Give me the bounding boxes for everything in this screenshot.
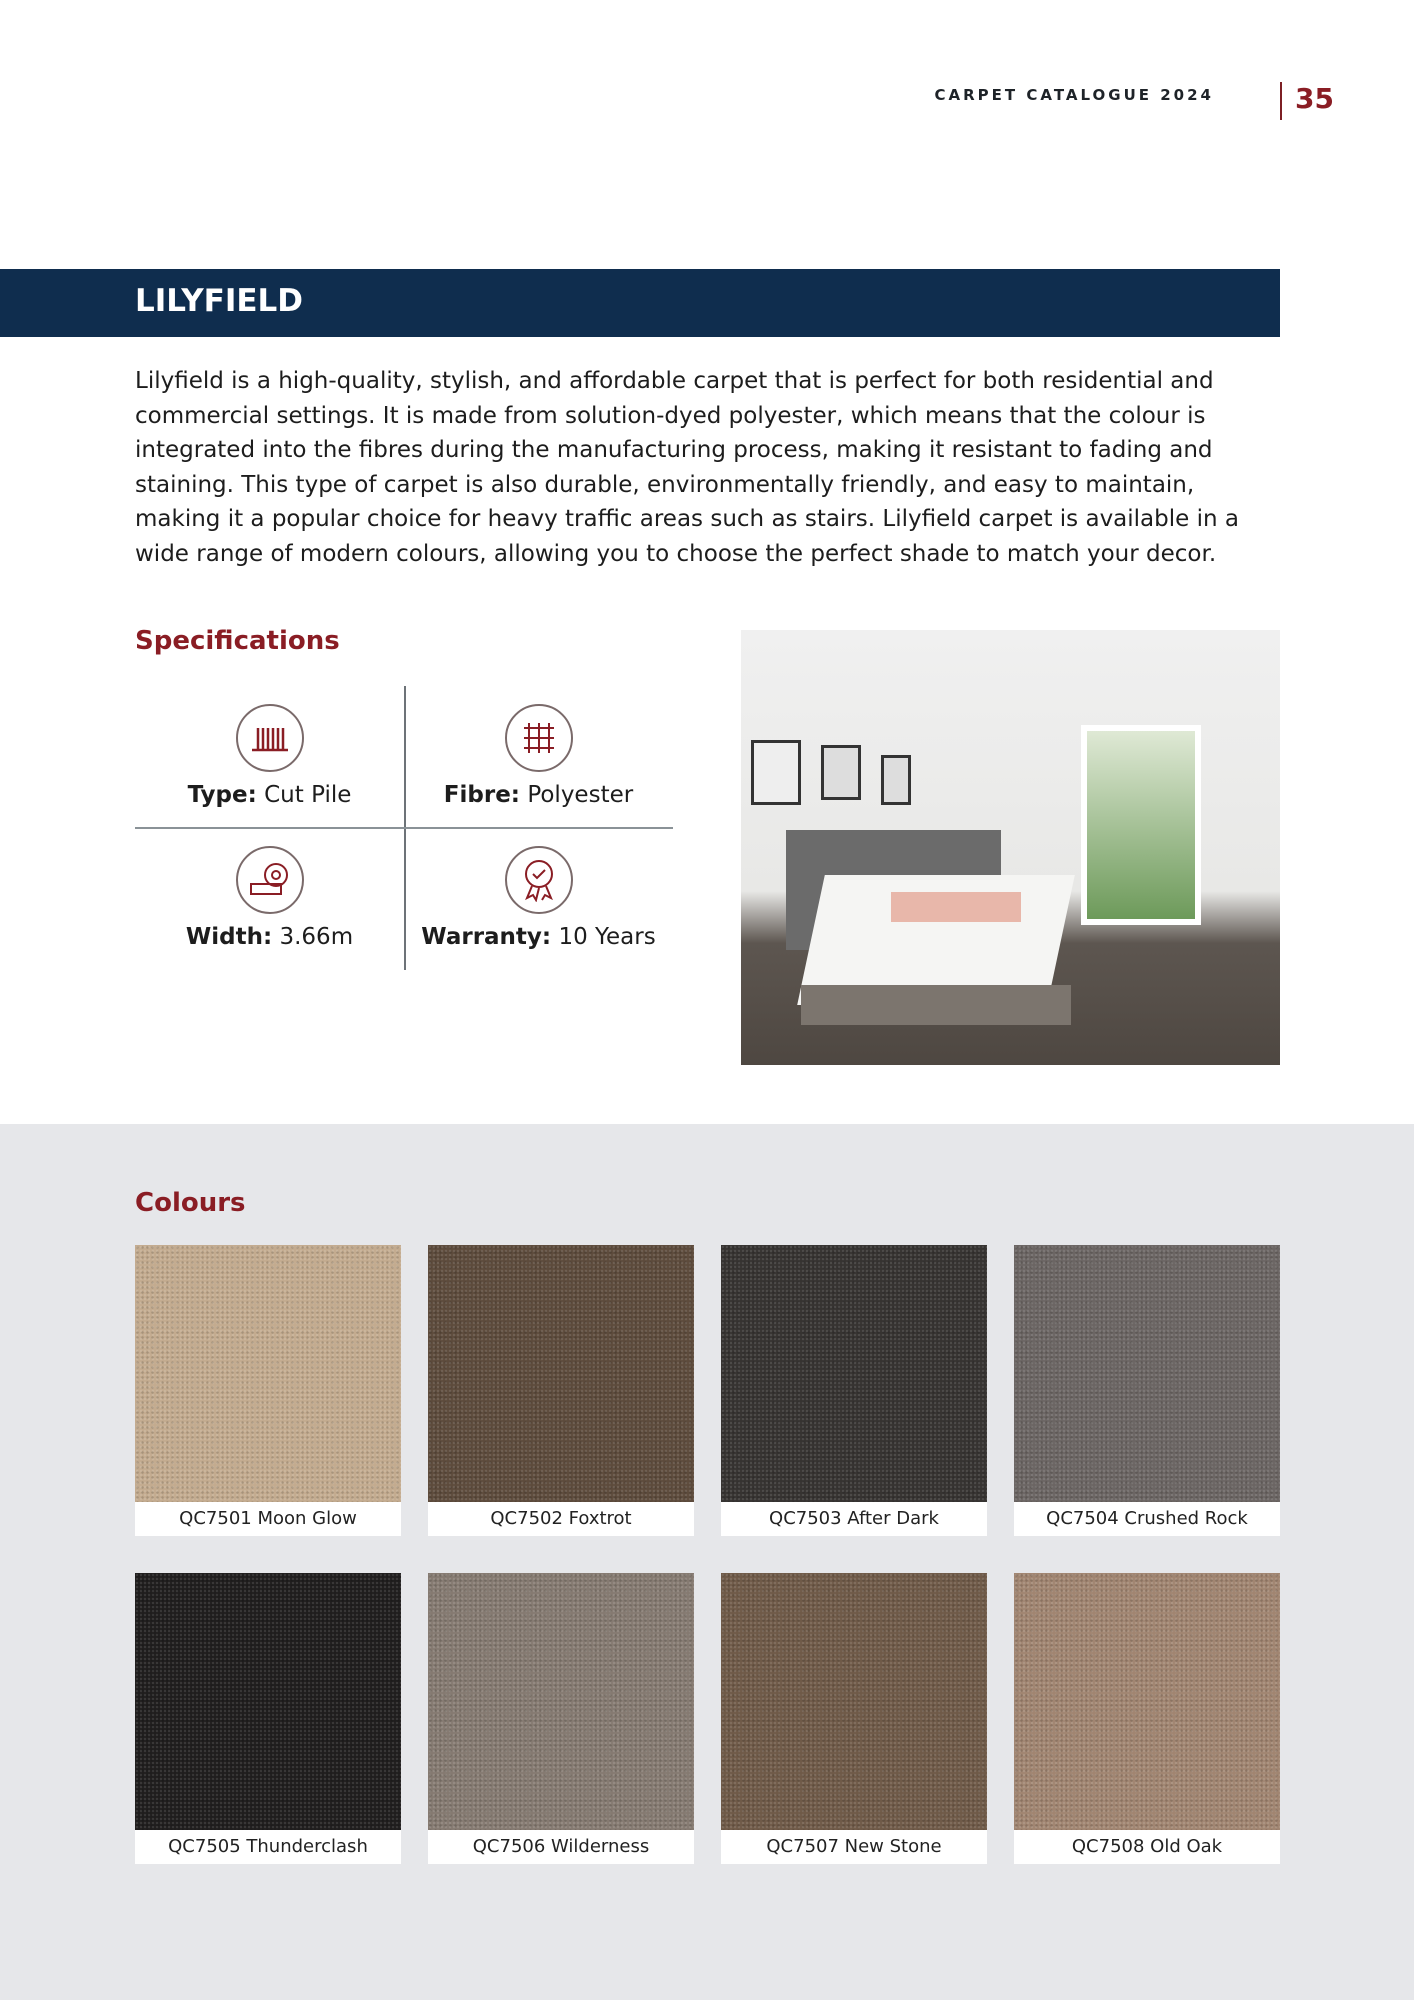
spec-value: 3.66m	[279, 924, 354, 950]
cut-pile-icon	[236, 704, 304, 772]
colour-swatch	[1014, 1573, 1280, 1864]
colour-name: QC7507 New Stone	[721, 1830, 987, 1864]
colour-name: QC7504 Crushed Rock	[1014, 1502, 1280, 1536]
carpet-sample-image	[721, 1245, 987, 1502]
carpet-sample-image	[721, 1573, 987, 1830]
spec-value: Polyester	[527, 782, 634, 808]
spec-width	[135, 846, 404, 950]
colours-heading: Colours	[135, 1188, 246, 1218]
catalogue-title: CARPET CATALOGUE 2024	[934, 86, 1214, 104]
specifications-heading: Specifications	[135, 626, 340, 656]
spec-warranty	[404, 846, 673, 950]
colour-swatch	[135, 1245, 401, 1536]
carpet-sample-image	[135, 1245, 401, 1502]
colour-name: QC7508 Old Oak	[1014, 1830, 1280, 1864]
bedroom-photo	[741, 630, 1280, 1065]
spec-label: Fibre:	[443, 782, 520, 808]
colour-name: QC7501 Moon Glow	[135, 1502, 401, 1536]
product-description: Lilyfield is a high-quality, stylish, and affordable carpet that is perfect for both residential and commercial settings. It is made from solution-dyed polyester, which means that the colour is integrated into the fibres during the manufacturing process, making it resistant to fading and staining. This type of carpet is also durable, environmentally friendly, and easy to maintain, making it a popular choice for heavy traffic areas such as stairs. Lilyfield carpet is available in a wide range of modern colours, allowing you to choose the perfect shade to match your decor.	[135, 368, 1239, 567]
spec-value: 10 Years	[558, 924, 656, 950]
carpet-sample-image	[428, 1245, 694, 1502]
spec-fibre	[404, 704, 673, 808]
spec-label: Warranty:	[421, 924, 552, 950]
page-number: 35	[1295, 82, 1334, 115]
carpet-sample-image	[1014, 1245, 1280, 1502]
colour-swatch	[721, 1573, 987, 1864]
product-title: LILYFIELD	[135, 283, 304, 319]
spec-label: Type:	[187, 782, 257, 808]
spec-type	[135, 704, 404, 808]
colour-swatch	[721, 1245, 987, 1536]
colour-swatch	[135, 1573, 401, 1864]
colour-swatch	[428, 1245, 694, 1536]
divider	[135, 827, 673, 829]
title-banner	[0, 269, 1280, 337]
fibre-weave-icon	[505, 704, 573, 772]
award-rosette-icon	[505, 846, 573, 914]
spec-value: Cut Pile	[264, 782, 352, 808]
colour-name: QC7502 Foxtrot	[428, 1502, 694, 1536]
colour-name: QC7505 Thunderclash	[135, 1830, 401, 1864]
colour-name: QC7506 Wilderness	[428, 1830, 694, 1864]
colour-swatch	[428, 1573, 694, 1864]
carpet-sample-image	[428, 1573, 694, 1830]
specifications-grid	[135, 686, 673, 970]
spec-label: Width:	[185, 924, 273, 950]
header-divider	[1280, 82, 1282, 120]
tape-measure-icon	[236, 846, 304, 914]
colour-swatch	[1014, 1245, 1280, 1536]
carpet-sample-image	[1014, 1573, 1280, 1830]
colour-name: QC7503 After Dark	[721, 1502, 987, 1536]
carpet-sample-image	[135, 1573, 401, 1830]
